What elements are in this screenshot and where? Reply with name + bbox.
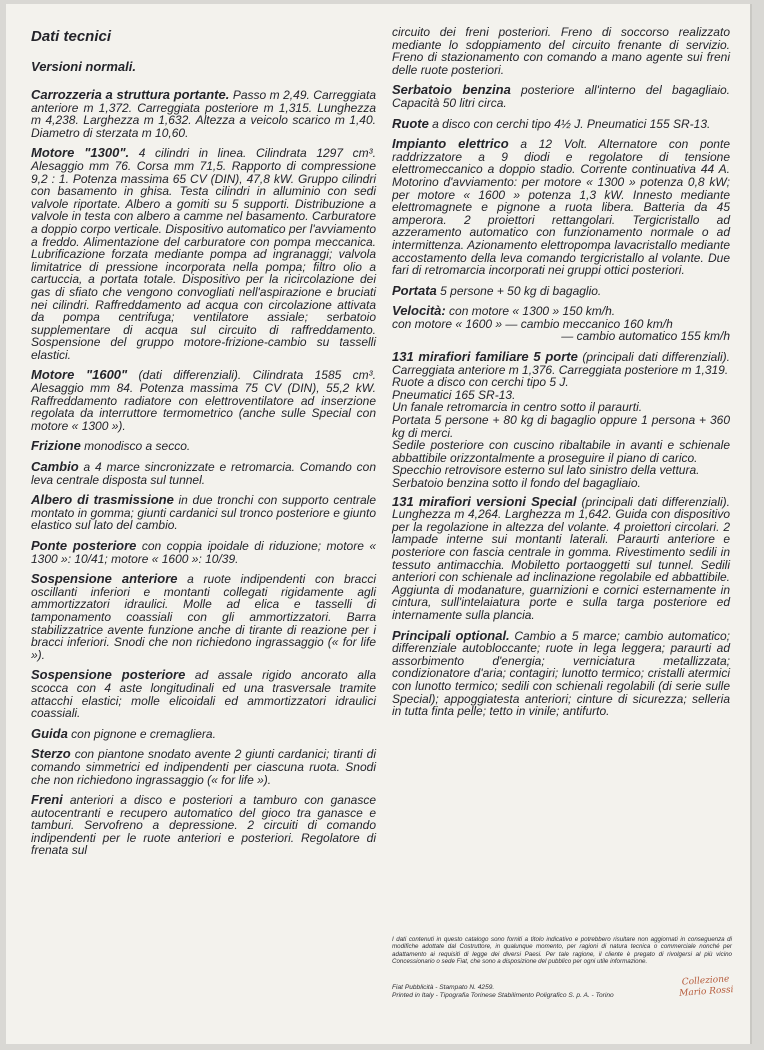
spec-heading: Impianto elettrico: [392, 136, 509, 152]
spec-text: posteriore all'interno del bagagliaio. Capacità 50 litri circa.: [392, 83, 731, 110]
spec-text: circuito dei freni posteriori. Freno di soccorso realizzato mediante lo sdoppiamento del circuito frenante di servizio. Freno di stazionamento con comando a mano agente sui freni delle ruote posteriori.: [392, 25, 730, 77]
spec-text: ad assale rigido ancorato alla scocca con 4 aste longitudinali ed una trasversale tramite attacchi elastici; molle elicoidali ed ammortizzatori idraulici coassiali.: [31, 668, 377, 721]
spec-text: a ruote indipendenti con bracci oscillanti inferiori e montanti collegati rigidamente agli ammortizzatori idraulici. Molle ad elica e tasselli di tamponamento coassiali con gli ammortizzatori. Barra stabilizzatrice avente funzione anche di tirante di reazione per i bracci inferiori. Snodi che non richiedono ingrassaggio (« for life »).: [31, 572, 376, 662]
spec-section: [31, 369, 376, 432]
spec-heading: Serbatoio benzina: [392, 82, 511, 98]
spec-text: a 4 marce sincronizzate e retromarcia. Comando con leva centrale disposta sul tunnel.: [31, 460, 376, 487]
special-heading: 131 mirafiori versioni Special: [392, 493, 577, 509]
brochure-page: [6, 4, 750, 1044]
spec-section: [392, 115, 730, 131]
spec-text: Passo m 2,49. Carreggiata anteriore m 1,372. Carreggiata posteriore m 1,315. Lunghezza m 4,238. Larghezza m 1,632. Altezza a veicolo scarico m 1,40. Diametro di sterzata m 10,60.: [31, 88, 376, 140]
spec-text: con pignone e cremagliera.: [67, 726, 216, 741]
spec-section: [392, 138, 730, 277]
spec-heading: Motore "1600": [31, 367, 128, 383]
spec-heading: Carrozzeria a struttura portante.: [31, 87, 230, 102]
spec-heading: Albero di trasmissione: [31, 492, 174, 508]
familiare-heading: 131 mirafiori familiare 5 porte: [392, 349, 578, 365]
spec-text: 4 cilindri in linea. Cilindrata 1297 cm³. Alesaggio mm 76. Corsa mm 71,5. Rapporto di compressione 9,2 : 1. Potenza massima 65 CV (DIN), 47,8 kW. Gruppo cilindri con basamento in ghisa. Testa cilindri in alluminio con sedi valvole riportate. Albero a gomiti su 5 supporti. Distribuzione a valvole in testa con albero a camme nel basamento. Carburatore a doppio corpo verticale. Dispositivo automatico per l'avviamento a freddo. Alimentazione del carburatore con pompa meccanica. Lubrificazione forzata mediante pompa ad ingranaggi; valvola limitatrice di pressione incorporata nella pompa; filtro olio a cartuccia, a portata totale. Dispositivo per la ricircolazione dei gas di sfiato che vengono convogliati nell'aspirazione e bruciati nei cilindri. Raffreddamento ad acqua con circolazione attivata da pompa centrifuga; ventilatore assiale; serbatoio supplementare di acqua sul circuito di raffreddamento. Sospensione del gruppo motore-frizione-cambio su tasselli elastici.: [31, 146, 376, 362]
spec-section: [31, 494, 376, 532]
familiare-line: Un fanale retromarcia in centro sotto il paraurti.: [392, 400, 643, 415]
spec-section: [31, 461, 376, 486]
spec-heading: Freni: [31, 792, 63, 808]
print-line-2: Printed in Italy - Tipografia Torinese Stabilimento Poligrafico S. p. A. - Torino: [392, 992, 614, 999]
spec-text: con piantone snodato avente 2 giunti cardanici; tiranti di comando simmetrici ed indipendenti per ciascuna ruota. Snodi che non richiedono ingrassaggio (« for life »).: [31, 747, 376, 787]
spec-heading: Guida: [31, 725, 68, 741]
optional-heading: Principali optional.: [392, 627, 510, 643]
familiare-line: Portata 5 persone + 80 kg di bagaglio oppure 1 persona + 360 kg di merci.: [392, 413, 730, 440]
speed-line-2: con motore « 1600 » — cambio meccanico 160 km/h: [392, 316, 673, 331]
spec-section: [31, 669, 376, 719]
familiare-line: Pneumatici 165 SR-13.: [392, 387, 516, 402]
familiare-line: Serbatoio benzina sotto il fondo del bagagliaio.: [392, 476, 641, 490]
special-text: (principali dati differenziali). Lunghezza m 4,264. Larghezza m 1,642. Guida con dispositivo per la regolazione in altezza del volante. 4 proiettori circolari. 2 lampade interne sui montanti laterali. Paraurti anteriore e posteriore con fascia centrale in gomma. Rivestimento sedili in tessuto antimacchia. Mobiletto portaoggetti sul tunnel. Sedili anteriori con schienale ad inclinazione regolabile ed abbattibile. Aggiunta di modanature, guarnizioni e cornici esternamente in cintura, sull'intelaiatura porte e sulla targa posteriore ed internamente sulla plancia.: [392, 494, 730, 622]
signature-line-1: Collezione: [681, 974, 730, 988]
spec-heading: Sospensione posteriore: [31, 667, 186, 683]
spec-heading: Motore "1300".: [31, 145, 130, 161]
familiare-section: [392, 351, 730, 490]
versions-subtitle: Versioni normali.: [31, 59, 136, 74]
spec-section: [392, 26, 730, 76]
page-title: Dati tecnici: [31, 28, 112, 45]
familiare-line: Specchio retrovisore esterno sul lato sinistro della vettura.: [392, 463, 700, 478]
familiare-line: Ruote a disco con cerchi tipo 5 J.: [392, 375, 569, 390]
print-line-1: Fiat Pubblicità - Stampato N. 4259.: [392, 984, 495, 991]
spec-section: [31, 725, 376, 741]
spec-heading: Sospensione anteriore: [31, 571, 178, 587]
spec-section: [31, 794, 376, 857]
spec-heading: Cambio: [31, 459, 79, 475]
spec-heading: Sterzo: [31, 746, 71, 762]
speed-line-3: — cambio automatico 155 km/h: [561, 329, 730, 344]
spec-heading: Frizione: [31, 438, 81, 454]
spec-text: in due tronchi con supporto centrale montato in gomma; giunti cardanici sul tronco posteriore e giunto elastico sul lato del cambio.: [31, 493, 377, 533]
spec-section: [392, 282, 730, 298]
spec-section: [31, 147, 376, 361]
spec-text: monodisco a secco.: [80, 439, 191, 454]
speed-line-1: con motore « 1300 » 150 km/h.: [445, 304, 616, 319]
spec-text: con coppia ipoidale di riduzione; motore « 1300 »: 10/41; motore « 1600 »: 10/39.: [31, 539, 377, 566]
spec-text: 5 persone + 50 kg di bagaglio.: [436, 283, 602, 298]
spec-text: a 12 Volt. Alternatore con ponte raddrizzatore a 9 diodi e regolatore di tensione elettromeccanico a doppio stadio. Corrente continuativa 44 A. Motorino d'avviamento: per motore « 1300 » potenza 0,8 kW; per motore « 1600 » potenza 1,3 kW. Innesto mediante elettromagnete e pignone a ruota libera. Batteria da 45 amperora. 2 proiettori rettangolari. Tergicristallo ad azzeramento automatico con funzionamento normale o ad intermittenza. Azionamento elettropompa lavacristallo mediante accostamento della leva comando tergicristallo al volante. Due fari di retromarcia incorporati nei gruppi ottici posteriori.: [392, 137, 730, 278]
optional-text: Cambio a 5 marce; cambio automatico; differenziale autobloccante; ruote in lega leggera; paraurti ad assorbimento d'energia; verniciatura metallizzata; condizionatore d'aria; contagiri; lunotto termico; cristalli atermici con lunotto termico; sedili con schienali regolabili (di serie sulle Special); appoggiatesta anteriori; cinture di sicurezza; selleria in tutta finta pelle; tetto in vinile; antifurto.: [392, 628, 731, 719]
right-sections-list: [392, 26, 730, 297]
spec-section: [31, 440, 376, 453]
speed-heading: Velocità:: [392, 303, 446, 319]
spec-text: a disco con cerchi tipo 4½ J. Pneumatici 155 SR-13.: [428, 116, 711, 131]
spec-text: (dati differenziali). Cilindrata 1585 cm³. Alesaggio mm 84. Potenza massima 75 CV (DIN), 55,2 kW. Raffreddamento radiatore con elettroventilatore ad inserzione regolata da interruttore termometrico (anche sulle Special con motore « 1300 »).: [31, 368, 376, 433]
spec-text: anteriori a disco e posteriori a tamburo con ganasce autocentranti e recupero automatico del gioco tra ganasce e tamburi. Servofreno a depressione. 2 circuiti di comando indipendenti per le ruote anteriori e posteriori. Regolatore di frenata sul: [31, 793, 376, 858]
spec-heading: Portata: [392, 282, 437, 298]
special-section: [392, 493, 730, 622]
spec-heading: Ponte posteriore: [31, 538, 137, 553]
collection-signature: [665, 973, 746, 1001]
familiare-intro: (principali dati differenziali). Carreggiata anteriore m 1,376. Carreggiata posteriore m 1,319.: [392, 350, 730, 377]
familiare-line: Sedile posteriore con cuscino ribaltabile in avanti e schienale abbattibile orizzontalmente a proseguire il piano di carico.: [392, 438, 730, 465]
signature-line-2: Mario Rossi: [678, 985, 734, 999]
spec-section: [31, 748, 376, 786]
spec-section: [31, 89, 376, 139]
speed-section: [392, 305, 730, 343]
spec-section: [392, 84, 730, 109]
spec-section: [31, 540, 376, 565]
left-column: [31, 28, 376, 865]
left-sections-list: [31, 89, 376, 857]
optional-section: [392, 627, 731, 719]
spec-section: [31, 573, 376, 661]
spec-heading: Ruote: [392, 115, 429, 131]
disclaimer-text: I dati contenuti in questo catalogo sono forniti a titolo indicativo e potrebbero risultare non aggiornati in conseguenza di modifiche adottate dal Costruttore, in qualunque momento, per ragioni di natura tecnica o commerciale nonché per adattamento ai requisiti di legge dei diversi Paesi. Per tale ragione, il cliente è pregato di rivolgersi al più vicino Concessionario o sede Fiat, che sono a disposizione del pubblico per ogni utile informazione.: [392, 936, 732, 965]
right-column: [392, 26, 730, 726]
